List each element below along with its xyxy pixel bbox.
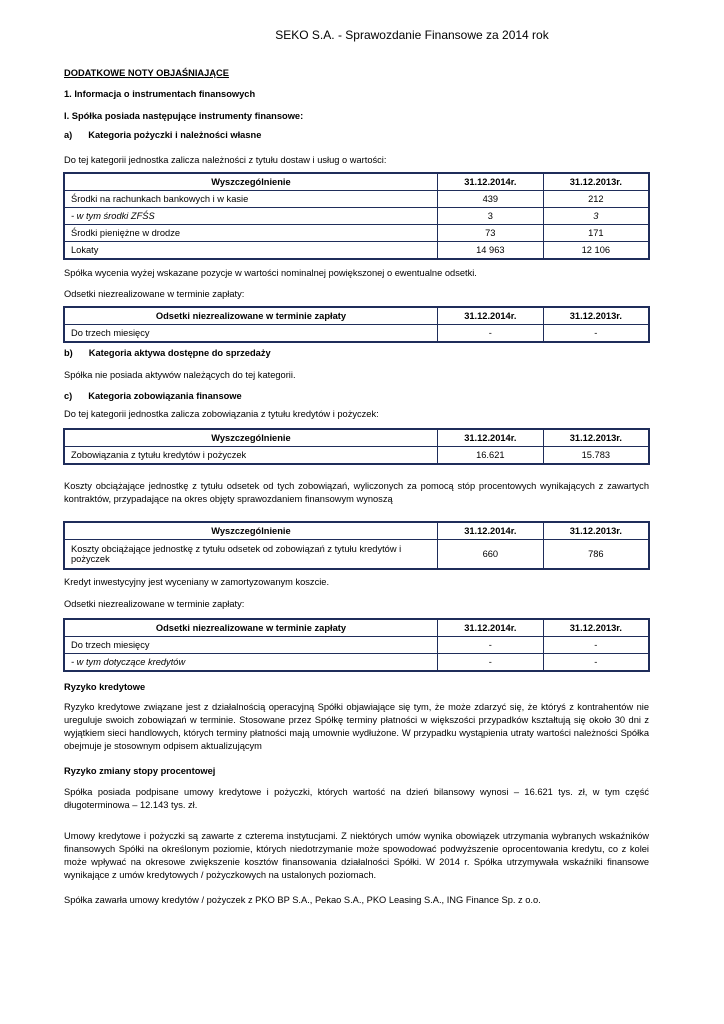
interest-rate-risk-paragraph-3: Spółka zawarła umowy kredytów / pożyczek z PKO BP S.A., Pekao S.A., PKO Leasing S.A., ING Finance Sp. z o.o. bbox=[64, 895, 541, 905]
table-cell: 660 bbox=[437, 540, 543, 570]
unpaid-interest-table bbox=[63, 306, 650, 343]
table-cell: Do trzech miesięcy bbox=[64, 637, 437, 654]
unpaid-interest-label: Odsetki niezrealizowane w terminie zapłaty: bbox=[64, 289, 245, 299]
section-1-subheading: I. Spółka posiada następujące instrumenty finansowe: bbox=[64, 111, 304, 121]
table-row bbox=[64, 242, 649, 260]
column-header: 31.12.2014r. bbox=[437, 522, 543, 540]
table-cell: Lokaty bbox=[64, 242, 437, 260]
table-cell: 73 bbox=[437, 225, 543, 242]
interest-costs-table bbox=[63, 521, 650, 570]
table-cell: 15.783 bbox=[543, 447, 649, 465]
category-b-title: Kategoria aktywa dostępne do sprzedaży bbox=[88, 348, 271, 358]
table-cell: 439 bbox=[437, 191, 543, 208]
category-a-label: a) bbox=[64, 130, 73, 140]
credit-risk-heading: Ryzyko kredytowe bbox=[64, 682, 146, 692]
table-header-row bbox=[64, 522, 649, 540]
column-header: Wyszczególnienie bbox=[64, 429, 437, 447]
investment-loan-note: Kredyt inwestycyjny jest wyceniany w zamortyzowanym koszcie. bbox=[64, 577, 330, 587]
interest-rate-risk-paragraph-2: Umowy kredytowe i pożyczki są zawarte z czterema instytucjami. Z niektórych umów wynika obowiązek utrzymania wybranych wskaźników finansowych Spółki na określonym poziomie, których niedotrzymanie może spowodować podwyższenie oprocentowania kredytu, co z kolei może wpływać na okresowe zwiększenie kosztów finansowania działalności Spółki. W 2014 r. Spółka utrzymywała wskaźniki finansowe wynikające z umów kredytowych / pożyczkowych na ustalonych poziomach. bbox=[64, 831, 649, 880]
category-c-heading bbox=[64, 390, 649, 403]
table-header-row bbox=[64, 173, 649, 191]
table-row bbox=[64, 208, 649, 225]
page-header bbox=[0, 28, 724, 42]
main-heading: DODATKOWE NOTY OBJAŚNIAJĄCE bbox=[64, 68, 229, 78]
table-row bbox=[64, 447, 649, 465]
credit-risk-paragraph: Ryzyko kredytowe związane jest z działalnością operacyjną Spółki objawiające się tym, że może zdarzyć się, że któryś z kontrahentów nie ureguluje swoich zobowiązań w terminie. Stosowane przez Spółkę terminy płatności w większości przypadków kształtują się około 30 dni z wyjątkiem sieci handlowych, których terminy płatności mają umownie wydłużone. W przypadku wystąpienia utraty wartości należności Spółka obejmuje je stosownym odpisem aktualizującym bbox=[64, 702, 649, 751]
column-header: 31.12.2013r. bbox=[543, 522, 649, 540]
table-cell: - bbox=[543, 325, 649, 343]
table-cell: 16.621 bbox=[437, 447, 543, 465]
table-header-row bbox=[64, 619, 649, 637]
table-cell: 171 bbox=[543, 225, 649, 242]
interest-costs-paragraph: Koszty obciążające jednostkę z tytułu odsetek od tych zobowiązań, wyliczonych za pomocą stóp procentowych wynikających z zawartych kontraktów, przypadające na okres objęty sprawozdaniem finansowym wynoszą bbox=[64, 481, 649, 504]
column-header: 31.12.2013r. bbox=[543, 173, 649, 191]
column-header: Wyszczególnienie bbox=[64, 522, 437, 540]
table-cell: Zobowiązania z tytułu kredytów i pożyczek bbox=[64, 447, 437, 465]
column-header: 31.12.2013r. bbox=[543, 619, 649, 637]
table-cell: 14 963 bbox=[437, 242, 543, 260]
category-c-label: c) bbox=[64, 391, 73, 401]
column-header: Odsetki niezrealizowane w terminie zapłaty bbox=[64, 307, 437, 325]
table-row bbox=[64, 637, 649, 654]
column-header: 31.12.2014r. bbox=[437, 429, 543, 447]
table-cell: - bbox=[437, 325, 543, 343]
table-cell: Środki na rachunkach bankowych i w kasie bbox=[64, 191, 437, 208]
table-cell: 12 106 bbox=[543, 242, 649, 260]
table-cell: - bbox=[543, 654, 649, 672]
category-b-heading bbox=[64, 347, 649, 360]
category-a-heading bbox=[64, 129, 649, 142]
interest-rate-risk-paragraph-1: Spółka posiada podpisane umowy kredytowe i pożyczki, których wartość na dzień bilansowy wynosi – 16.621 tys. zł, w tym część długoterminowa – 12.143 tys. zł. bbox=[64, 787, 649, 810]
category-a-intro: Do tej kategorii jednostka zalicza należności z tytułu dostaw i usług o wartości: bbox=[64, 155, 387, 165]
table-cell: 3 bbox=[437, 208, 543, 225]
column-header: 31.12.2014r. bbox=[437, 307, 543, 325]
receivables-table bbox=[63, 172, 650, 260]
column-header: Odsetki niezrealizowane w terminie zapłaty bbox=[64, 619, 437, 637]
column-header: 31.12.2013r. bbox=[543, 429, 649, 447]
table-header-row bbox=[64, 429, 649, 447]
category-a-title: Kategoria pożyczki i należności własne bbox=[88, 130, 262, 140]
table-cell: Środki pieniężne w drodze bbox=[64, 225, 437, 242]
document-title: SEKO S.A. - Sprawozdanie Finansowe za 2014 rok bbox=[275, 28, 549, 42]
category-b-label: b) bbox=[64, 348, 73, 358]
valuation-note: Spółka wycenia wyżej wskazane pozycje w wartości nominalnej powiększonej o ewentualne odsetki. bbox=[64, 268, 477, 278]
column-header: 31.12.2014r. bbox=[437, 173, 543, 191]
table-cell: - w tym dotyczące kredytów bbox=[64, 654, 437, 672]
table-cell: 3 bbox=[543, 208, 649, 225]
table-cell: Koszty obciążające jednostkę z tytułu odsetek od zobowiązań z tytułu kredytów i pożyczek bbox=[64, 540, 437, 570]
table-cell: - w tym środki ZFŚS bbox=[64, 208, 437, 225]
table-row bbox=[64, 225, 649, 242]
interest-rate-risk-heading: Ryzyko zmiany stopy procentowej bbox=[64, 766, 216, 776]
table-header-row bbox=[64, 307, 649, 325]
table-row bbox=[64, 325, 649, 343]
table-row bbox=[64, 191, 649, 208]
table-row bbox=[64, 654, 649, 672]
table-cell: - bbox=[437, 637, 543, 654]
table-cell: Do trzech miesięcy bbox=[64, 325, 437, 343]
table-cell: 212 bbox=[543, 191, 649, 208]
unpaid-interest-table-2 bbox=[63, 618, 650, 672]
table-cell: - bbox=[543, 637, 649, 654]
section-1-heading: 1. Informacja o instrumentach finansowych bbox=[64, 89, 256, 99]
column-header: Wyszczególnienie bbox=[64, 173, 437, 191]
column-header: 31.12.2014r. bbox=[437, 619, 543, 637]
category-b-text: Spółka nie posiada aktywów należących do tej kategorii. bbox=[64, 370, 296, 380]
category-c-intro: Do tej kategorii jednostka zalicza zobowiązania z tytułu kredytów i pożyczek: bbox=[64, 409, 379, 419]
table-cell: 786 bbox=[543, 540, 649, 570]
table-cell: - bbox=[437, 654, 543, 672]
liabilities-table bbox=[63, 428, 650, 465]
table-row bbox=[64, 540, 649, 570]
column-header: 31.12.2013r. bbox=[543, 307, 649, 325]
unpaid-interest-label-2: Odsetki niezrealizowane w terminie zapłaty: bbox=[64, 599, 245, 609]
category-c-title: Kategoria zobowiązania finansowe bbox=[88, 391, 242, 401]
